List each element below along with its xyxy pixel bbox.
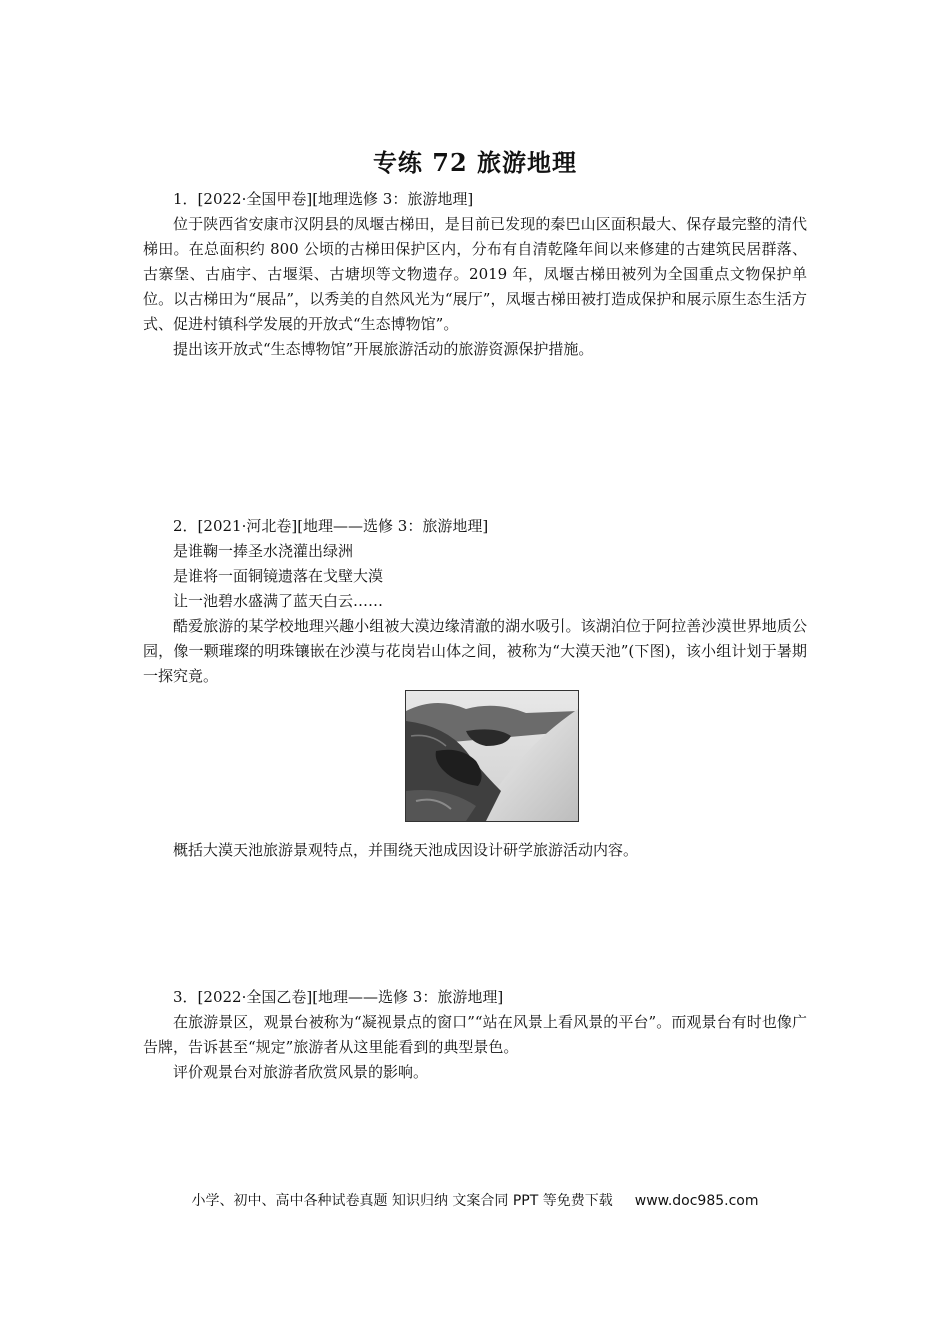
question-2	[143, 514, 807, 689]
question-1-header: 1．[2022·全国甲卷][地理选修 3：旅游地理]	[173, 190, 474, 208]
footer	[0, 1190, 950, 1210]
question-2-prompt-block	[143, 838, 807, 863]
question-1	[143, 187, 807, 362]
question-3-prompt: 评价观景台对旅游者欣赏风景的影响。	[173, 1063, 429, 1081]
page-title: 专练 72 旅游地理	[372, 148, 578, 177]
footer-url[interactable]: www.doc985.com	[634, 1193, 759, 1209]
question-1-paragraph: 位于陕西省安康市汉阴县的凤堰古梯田，是目前已发现的秦巴山区面积最大、保存最完整的清代梯田。在总面积约 800 公顷的古梯田保护区内，分布有自清乾隆年间以来修建的古建筑民居群落、古寨堡、古庙宇、古堰渠、古塘坝等文物遗存。2019 年，凤堰古梯田被列为全国重点文物保护单位。以古梯田为“展品”，以秀美的自然风光为“展厅”，凤堰古梯田被打造成保护和展示原生态生活方式、促进村镇科学发展的开放式“生态博物馆”。	[143, 215, 807, 333]
question-3-header: 3．[2022·全国乙卷][地理——选修 3：旅游地理]	[173, 988, 504, 1006]
poem-line-3: 让一池碧水盛满了蓝天白云……	[173, 592, 384, 610]
poem-line-1: 是谁鞠一捧圣水浇灌出绿洲	[173, 542, 354, 560]
poem-line-2: 是谁将一面铜镜遗落在戈壁大漠	[173, 567, 384, 585]
question-1-prompt: 提出该开放式“生态博物馆”开展旅游活动的旅游资源保护措施。	[173, 340, 594, 358]
question-2-paragraph: 酷爱旅游的某学校地理兴趣小组被大漠边缘清澈的湖水吸引。该湖泊位于阿拉善沙漠世界地质公园，像一颗璀璨的明珠镶嵌在沙漠与花岗岩山体之间，被称为“大漠天池”(下图)，该小组计划于暑期一探究竟。	[143, 617, 807, 685]
desert-lake-photo	[405, 690, 579, 822]
question-2-header: 2．[2021·河北卷][地理——选修 3：旅游地理]	[173, 517, 489, 535]
footer-text: 小学、初中、高中各种试卷真题 知识归纳 文案合同 PPT 等免费下载	[191, 1193, 613, 1209]
question-3	[143, 985, 807, 1085]
question-3-paragraph: 在旅游景区，观景台被称为“凝视景点的窗口”“站在风景上看风景的平台”。而观景台有时也像广告牌，告诉甚至“规定”旅游者从这里能看到的典型景色。	[143, 1013, 807, 1056]
question-2-prompt: 概括大漠天池旅游景观特点，并围绕天池成因设计研学旅游活动内容。	[173, 841, 639, 859]
desert-lake-illustration	[406, 691, 578, 821]
